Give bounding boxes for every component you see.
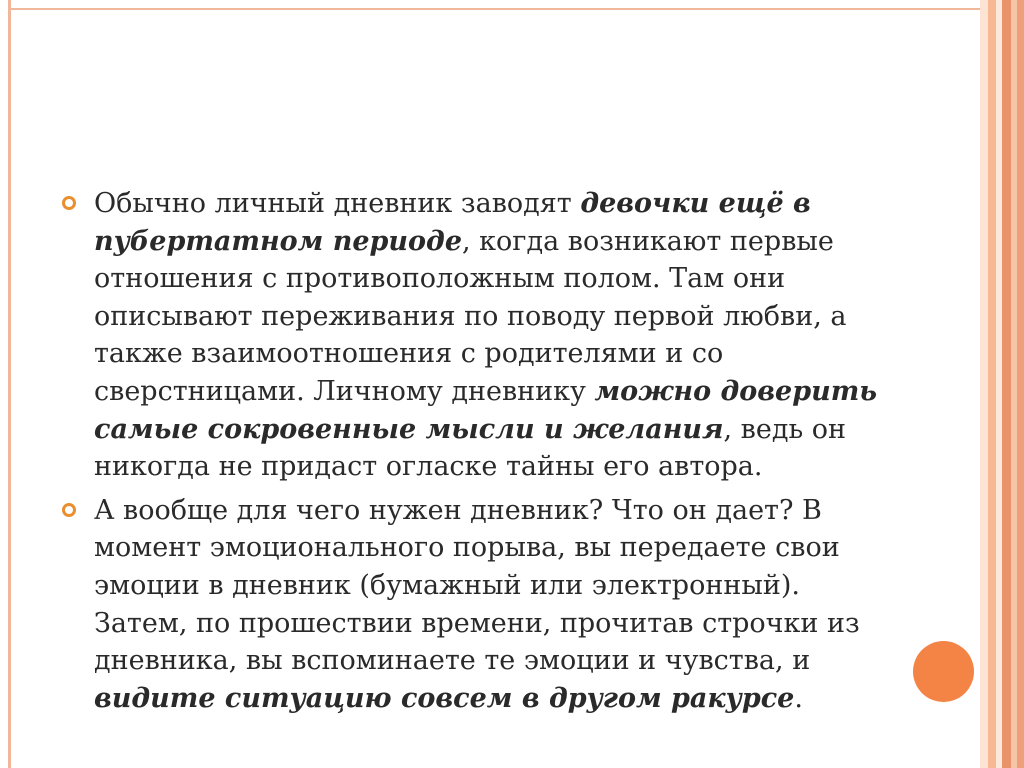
stripe-light [980,0,988,768]
bullet-item-1 [62,185,882,486]
emphasis-segment: можно доверить самые сокровенные мысли и желания [94,375,878,445]
frame-left-line [8,0,11,768]
decorative-stripes [980,0,1024,768]
frame-top-line [8,8,983,10]
text-segment: А вообще для чего нужен дневник? Что он дает? В момент эмоционального порыва, вы передаете свои эмоции в дневник (бумажный или электронный). Затем, по прошествии времени, прочитав строчки из дневника, вы вспоминаете те эмоции и чувства, и [94,494,860,677]
emphasis-segment: девочки ещё в пубертатном периоде [94,188,811,257]
emphasis-segment: видите ситуацию совсем в другом ракурсе [94,682,795,714]
text-segment: . [794,682,803,714]
ring-bullet-icon [62,503,76,517]
text-segment: , когда возникают первые отношения с противоположным полом. Там они описывают переживания по поводу первой любви, а также взаимоотношения с родителями и со сверстницами. Личному дневнику [94,225,847,407]
stripe-dark [1002,0,1011,768]
bullet-text-2 [94,492,882,718]
accent-circle [913,641,974,702]
stripe-dark-2 [1017,0,1024,768]
bullet-item-2 [62,492,882,718]
bullet-text-1 [94,185,882,486]
ring-bullet-icon [62,196,76,210]
text-segment: , ведь он никогда не придаст огласке тайны его автора. [94,413,847,483]
slide-body [62,185,882,723]
stripe-mid [988,0,996,768]
text-segment: Обычно личный дневник заводят [94,188,581,219]
